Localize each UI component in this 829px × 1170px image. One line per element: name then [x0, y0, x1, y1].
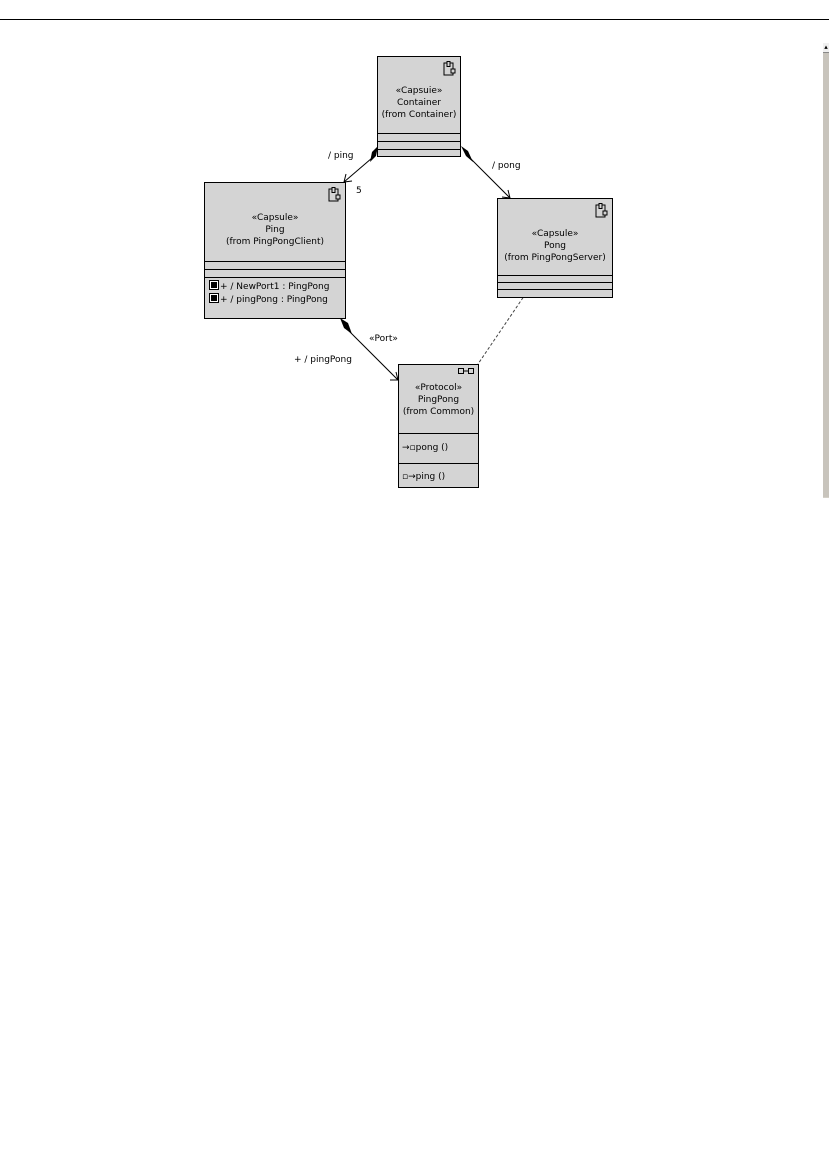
- out-signal-icon: ▫→: [402, 472, 416, 482]
- attribute-compartment: [378, 133, 460, 141]
- out-signal-label: ping (): [415, 472, 446, 482]
- capsule-name: Pong: [543, 241, 567, 251]
- protocol-source: (from Common): [402, 407, 475, 417]
- protocol-icon: [458, 367, 474, 375]
- capsule-icon: [442, 61, 456, 77]
- capsule-container[interactable]: [377, 56, 461, 157]
- capsule-source: (from PingPongServer): [504, 253, 606, 263]
- capsule-source: (from Container): [381, 110, 457, 120]
- structure-compartment: [378, 149, 460, 157]
- capsule-source: (from PingPongClient): [225, 237, 325, 247]
- port-compartment: [205, 277, 345, 317]
- capsule-icon: [327, 187, 341, 203]
- port-icon: [209, 280, 219, 290]
- attribute-compartment: [205, 261, 345, 269]
- protocol-name: PingPong: [417, 395, 460, 405]
- multiplicity-label: 5: [356, 186, 362, 196]
- port-role-label: + / pingPong: [294, 355, 352, 365]
- capsule-stereotype: «Capsuie»: [395, 86, 443, 96]
- in-signal-label: pong (): [415, 443, 449, 453]
- in-signal-row[interactable]: [399, 433, 478, 463]
- capsule-name: Container: [397, 98, 441, 108]
- ping-role-label: / ping: [328, 151, 354, 161]
- protocol-pingpong[interactable]: [398, 364, 479, 488]
- composition-container-pong[interactable]: [461, 146, 510, 198]
- capsule-stereotype: «Capsule»: [531, 229, 579, 239]
- composition-diamond-icon: [340, 318, 352, 334]
- protocol-stereotype: «Protocol»: [414, 383, 463, 393]
- port-attribute[interactable]: + / pingPong : PingPong: [205, 293, 345, 306]
- composition-ping-protocol[interactable]: [340, 318, 398, 380]
- capsule-icon: [594, 203, 608, 219]
- structure-compartment: [498, 289, 612, 297]
- capsule-name: Ping: [265, 225, 285, 235]
- out-signal-row[interactable]: [399, 463, 478, 488]
- capsule-stereotype: «Capsule»: [251, 213, 299, 223]
- pong-role-label: / pong: [492, 161, 521, 171]
- capsule-pong[interactable]: [497, 198, 613, 298]
- scroll-up-arrow-icon[interactable]: ▴: [824, 43, 828, 51]
- capsule-ping[interactable]: [204, 182, 346, 319]
- operation-compartment: [205, 269, 345, 277]
- operation-compartment: [498, 282, 612, 289]
- operation-compartment: [378, 141, 460, 149]
- port-attribute[interactable]: + / NewPort1 : PingPong: [205, 280, 345, 293]
- port-stereotype-label: «Port»: [369, 334, 398, 344]
- port-icon: [209, 293, 219, 303]
- composition-diamond-icon: [461, 146, 473, 162]
- in-signal-icon: →▫: [402, 443, 416, 453]
- attribute-compartment: [498, 275, 612, 282]
